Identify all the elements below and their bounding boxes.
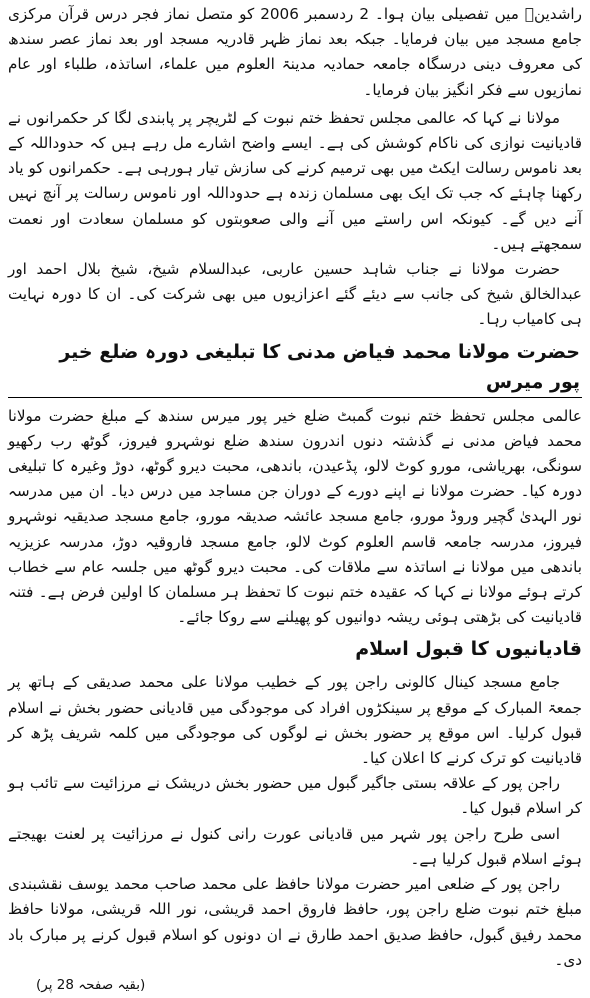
section-heading-1-underline: [8, 337, 582, 398]
paragraph-4: عالمی مجلس تحفظ ختم نبوت گمبٹ ضلع خیر پور میرس سندھ کے مبلغ حضرت مولانا محمد فیاض مدنی نے گذشتہ دنوں اندرون سندھ ضلع نوشہرو فیروز، گوٹھ رب رکھیو سونگی، بھریاشی، مورو کوٹ لالو، پڈعیدن، باندھی، محبت دیرو گوٹھ، دوڑ وغیرہ کا تبلیغی دورہ کیا۔ حضرت مولانا نے اپنے دورے کے دوران جن مساجد میں درس دیا۔ ان میں مدرسہ نور الہدیٰ گچیر وروڈ مورو، جامع مسجد عائشہ صدیقہ مورو، جامع مسجد صدیقیہ نوشہرو فیروز، مدرسہ جامعہ قاسم العلوم کوٹ لالو، جامع مسجد فاروقیہ دوڑ، مدرسہ عزیزیہ باندھی میں مولانا نے اساتذہ سے ملاقات کی۔ محبت دیرو گوٹھ میں جلسہ عام سے خطاب کرتے ہوئے مولانا نے کہا کہ عقیدہ ختم نبوت کا تحفظ ہر مسلمان کا اولین فرض ہے۔ فتنہ قادیانیت کی بڑھتی ہوئی ریشہ دوانیوں کو پھیلنے سے روکا جائے۔: [8, 406, 582, 627]
intro-paragraph: راشدینؒ میں تفصیلی بیان ہوا۔ 2 ردسمبر 2006 کو متصل نماز فجر درس قرآن مرکزی جامع مسجد میں بیان فرمایا۔ جبکہ بعد نماز ظہر قادریہ مسجد اور بعد نماز عصر سندھ کی معروف دینی درسگاہ جامعہ حمادیہ مدینۃ العلوم میں علماء، اساتذہ، طلباء اور عام نمازیوں سے فکر انگیز بیان فرمایا۔: [8, 5, 582, 99]
paragraph-5: جامع مسجد کینال کالونی راجن پور کے خطیب مولانا علی محمد صدیقی کے ہاتھ پر جمعۃ المبارک کے موقع پر سینکڑوں افراد کی موجودگی میں قادیانی حضور بخش نے اسلام قبول کرلیا۔ اس موقع پر حضور بخش نے لوگوں کی موجودگی میں کلمہ شریف پڑھ کر قادیانیت کو ترک کرنے کا اعلان کیا۔: [8, 673, 582, 768]
continuation-note: (بقیہ صفحہ 28 پر): [36, 976, 146, 993]
section-heading-1-text: حضرت مولانا محمد فیاض مدنی کا تبلیغی دورہ ضلع خیر پور میرس: [8, 337, 582, 398]
section-heading-2: [8, 634, 582, 664]
paragraph-7: اسی طرح راجن پور شہر میں قادیانی عورت رانی کنول نے مرزائیت پر لعنت بھیجتے ہوئے اسلام قبول کرلیا ہے۔: [8, 824, 582, 868]
paragraph-8: راجن پور کے ضلعی امیر حضرت مولانا حافظ علی محمد صاحب محمد یوسف نقشبندی مبلغ ختم نبوت ضلع راجن پور، حافظ فاروق احمد قریشی، نور اللہ قریشی، مولانا حافظ محمد رفیق گبول، حافظ صدیق احمد طارق نے ان دونوں کو اسلام قبول کرنے پر مبارک باد دی۔: [8, 875, 582, 969]
section-heading-1: [8, 337, 582, 398]
paragraph-6: راجن پور کے علاقہ بستی جاگیر گبول میں حضور بخش دریشک نے مرزائیت سے تائب ہو کر اسلام قبول کیا۔: [8, 774, 582, 818]
paragraph-2: مولانا نے کہا کہ عالمی مجلس تحفظ ختم نبوت کے لٹریچر پر پابندی لگا کر حکمرانوں نے قادیانیت نوازی کی ناکام کوشش کی ہے۔ ایسے واضح اشارے مل رہے ہیں کہ حدوداللہ کے بعد ناموس رسالت ایکٹ میں بھی ترمیم کرنے کی سازش تیار ہورہی ہے۔ حکمرانوں کو یاد رکھنا چاہئے کہ جب تک ایک بھی مسلمان زندہ ہے حدوداللہ اور ناموس رسالت پر آنچ نہیں آنے دیں گے۔ کیونکہ اس راستے میں آنے والی صعوبتوں کو مسلمان سعادت اور نعمت سمجھتے ہیں۔: [8, 108, 582, 253]
section-heading-2-text: قادیانیوں کا قبول اسلام: [355, 638, 582, 661]
paragraph-3: حضرت مولانا نے جناب شاہد حسین عاربی، عبدالسلام شیخ، شیخ بلال احمد اور عبدالخالق شیخ کی جانب سے دیئے گئے اعزازیوں میں بھی شرکت کی۔ ان کا دورہ نہایت ہی کامیاب رہا۔: [8, 260, 582, 329]
